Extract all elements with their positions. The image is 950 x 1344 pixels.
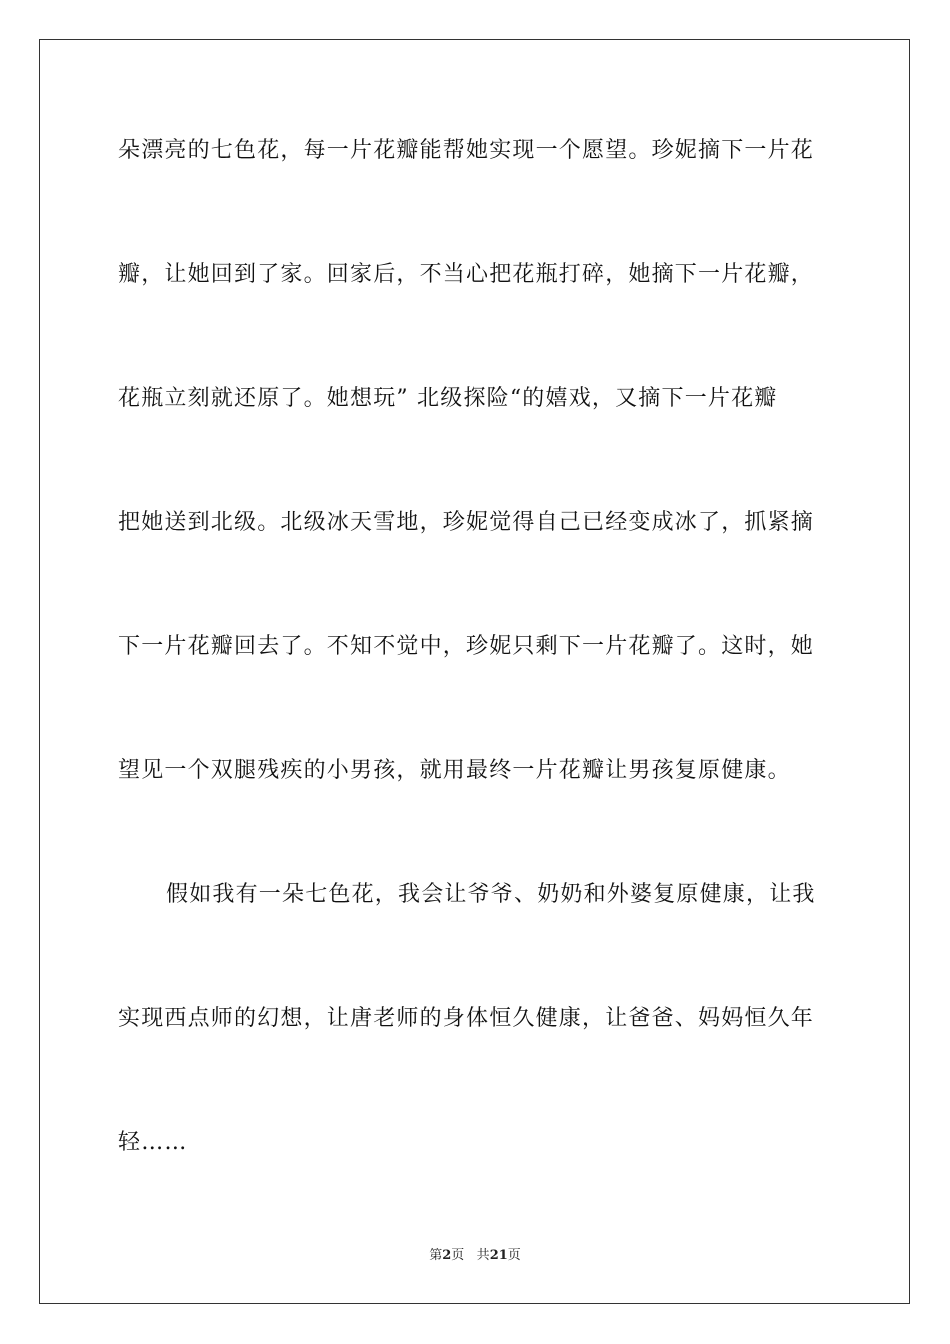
body-text-line: 朵漂亮的七色花，每一片花瓣能帮她实现一个愿望。珍妮摘下一片花 xyxy=(118,138,815,163)
footer-total-suffix: 页 xyxy=(507,1248,521,1263)
footer-page-prefix: 第 xyxy=(429,1248,443,1263)
footer-page-number: 2 xyxy=(442,1248,452,1263)
page-border xyxy=(39,39,910,1304)
body-text-line: 实现西点师的幻想，让唐老师的身体恒久健康，让爸爸、妈妈恒久年 xyxy=(118,1006,815,1031)
footer-total-pages: 21 xyxy=(489,1248,508,1263)
body-text-line: 把她送到北级。北级冰天雪地，珍妮觉得自己已经变成冰了，抓紧摘 xyxy=(118,510,815,535)
body-text-line-indented: 假如我有一朵七色花，我会让爷爷、奶奶和外婆复原健康，让我 xyxy=(166,882,816,907)
body-text-line: 瓣，让她回到了家。回家后，不当心把花瓶打碎，她摘下一片花瓣， xyxy=(118,262,815,287)
body-text-line: 轻…… xyxy=(118,1130,188,1155)
body-text-line: 望见一个双腿残疾的小男孩，就用最终一片花瓣让男孩复原健康。 xyxy=(118,758,791,783)
page-footer xyxy=(0,1247,950,1265)
body-text-line: 下一片花瓣回去了。不知不觉中，珍妮只剩下一片花瓣了。这时，她 xyxy=(118,634,815,659)
body-text-line: 花瓶立刻就还原了。她想玩” 北级探险“的嬉戏，又摘下一片花瓣 xyxy=(118,386,778,411)
footer-page-suffix: 页 xyxy=(451,1248,465,1263)
footer-total-prefix: 共 xyxy=(476,1248,490,1263)
